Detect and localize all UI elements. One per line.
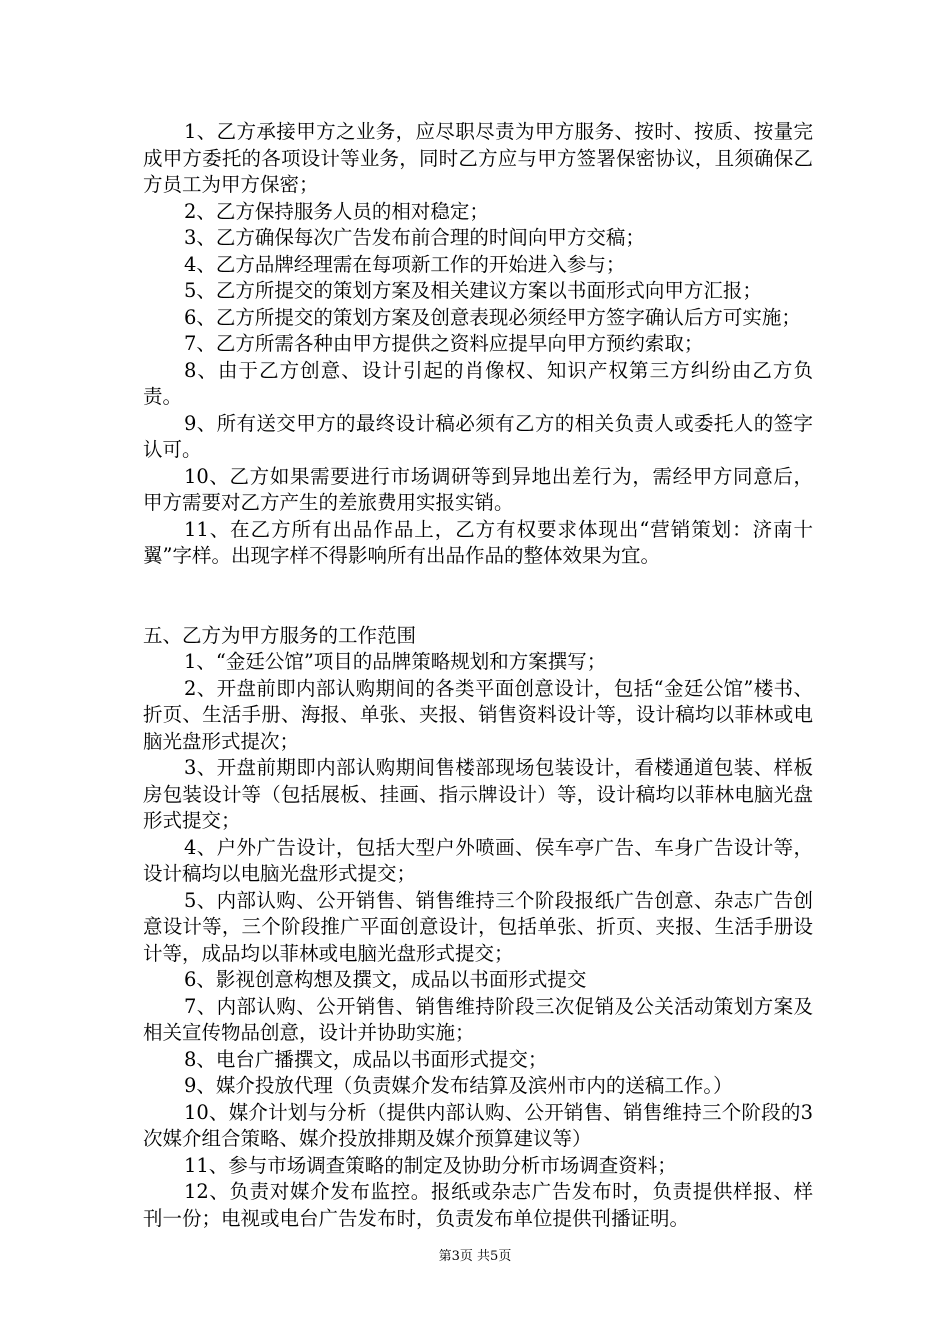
list-item: 4、户外广告设计，包括大型户外喷画、侯车亭广告、车身广告设计等，设计稿均以电脑光盘形式提交； bbox=[143, 835, 813, 885]
list-item: 5、内部认购、公开销售、销售维持三个阶段报纸广告创意、杂志广告创意设计等，三个阶段推广平面创意设计，包括单张、折页、夹报、生活手册设计等，成品均以菲林或电脑光盘形式提交； bbox=[143, 888, 813, 965]
list-item: 5、乙方所提交的策划方案及相关建议方案以书面形式向甲方汇报； bbox=[183, 279, 762, 302]
list-item: 10、乙方如果需要进行市场调研等到异地出差行为，需经甲方同意后，甲方需要对乙方产生的差旅费用实报实销。 bbox=[143, 464, 813, 514]
list-item: 9、所有送交甲方的最终设计稿必须有乙方的相关负责人或委托人的签字认可。 bbox=[143, 411, 813, 461]
section-four-list bbox=[143, 119, 813, 570]
list-item: 4、乙方品牌经理需在每项新工作的开始进入参与； bbox=[183, 252, 626, 276]
list-item: 10、媒介计划与分析（提供内部认购、公开销售、销售维持三个阶段的3次媒介组合策略、媒介投放排期及媒介预算建议等） bbox=[143, 1100, 813, 1150]
list-item: 12、负责对媒介发布监控。报纸或杂志广告发布时，负责提供样报、样刊一份；电视或电台广告发布时，负责发布单位提供刊播证明。 bbox=[143, 1180, 813, 1230]
list-item: 11、在乙方所有出品作品上，乙方有权要求体现出“营销策划：济南十翼”字样。出现字样不得影响所有出品作品的整体效果为宜。 bbox=[143, 517, 813, 567]
list-item: 7、内部认购、公开销售、销售维持阶段三次促销及公关活动策划方案及相关宣传物品创意，设计并协助实施； bbox=[143, 994, 813, 1044]
section-spacer bbox=[143, 570, 813, 623]
list-item: 6、影视创意构想及撰文，成品以书面形式提交 bbox=[183, 968, 587, 991]
list-item: 2、乙方保持服务人员的相对稳定； bbox=[183, 199, 489, 223]
list-item: 6、乙方所提交的策划方案及创意表现必须经甲方签字确认后方可实施； bbox=[183, 305, 801, 329]
list-item: 3、开盘前期即内部认购期间售楼部现场包装设计，看楼通道包装、样板房包装设计等（包括展板、挂画、指示牌设计）等，设计稿均以菲林电脑光盘形式提交； bbox=[143, 756, 813, 832]
section-heading: 五、乙方为甲方服务的工作范围 bbox=[143, 623, 417, 647]
list-item: 2、开盘前即内部认购期间的各类平面创意设计，包括“金廷公馆”楼书、折页、生活手册、海报、单张、夹报、销售资料设计等，设计稿均以菲林或电脑光盘形式提次； bbox=[143, 676, 813, 753]
list-item: 7、乙方所需各种由甲方提供之资料应提早向甲方预约索取； bbox=[183, 332, 704, 355]
list-item: 1、乙方承接甲方之业务，应尽职尽责为甲方服务、按时、按质、按量完成甲方委托的各项设计等业务，同时乙方应与甲方签署保密协议，且须确保乙方员工为甲方保密； bbox=[143, 120, 813, 196]
list-item: 1、“金廷公馆”项目的品牌策略规划和方案撰写； bbox=[183, 650, 607, 673]
list-item: 3、乙方确保每次广告发布前合理的时间向甲方交稿； bbox=[183, 226, 645, 249]
document-page bbox=[143, 119, 813, 1232]
list-item: 8、由于乙方创意、设计引起的肖像权、知识产权第三方纠纷由乙方负责。 bbox=[143, 358, 813, 408]
list-item: 8、电台广播撰文，成品以书面形式提交； bbox=[183, 1047, 548, 1071]
page-footer: 第3页 共5页 bbox=[438, 1249, 512, 1264]
list-item: 9、媒介投放代理（负责媒介发布结算及滨州市内的送稿工作。） bbox=[183, 1074, 733, 1097]
list-item: 11、参与市场调查策略的制定及协助分析市场调查资料； bbox=[183, 1153, 677, 1177]
section-five-list bbox=[143, 649, 813, 1232]
